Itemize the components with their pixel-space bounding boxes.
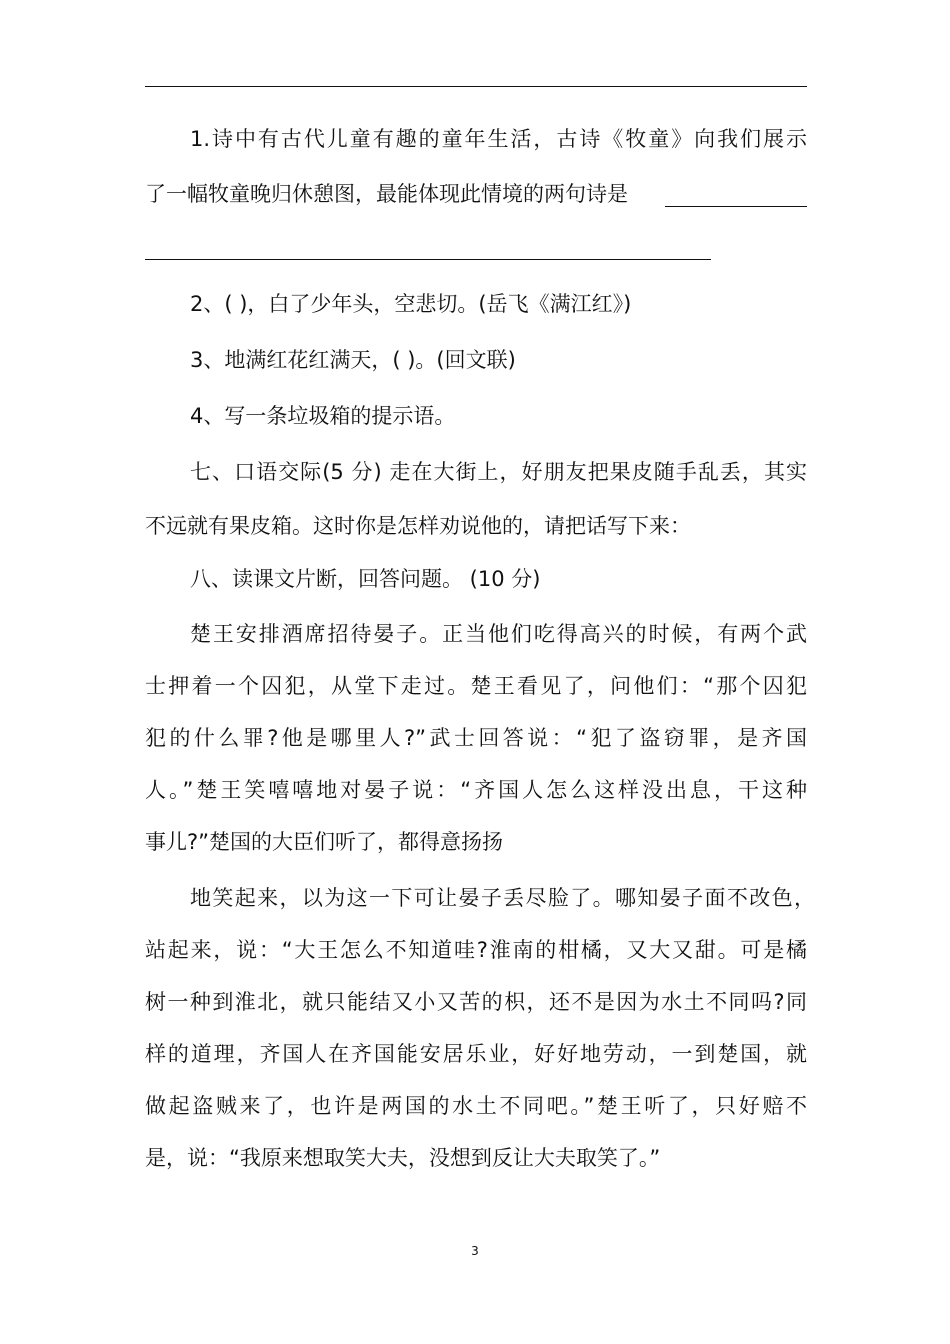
passage-line-1: 楚王安排酒席招待晏子。正当他们吃得高兴的时候，有两个武 <box>190 622 807 646</box>
question-1-line-2: 了一幅牧童晚归休憩图，最能体现此情境的两句诗是 <box>145 182 628 206</box>
passage-line-5: 事儿?”楚国的大臣们听了，都得意扬扬 <box>145 830 504 854</box>
passage-line-9: 样的道理，齐国人在齐国能安居乐业，好好地劳动，一到楚国，就 <box>145 1042 807 1066</box>
passage-line-6: 地笑起来，以为这一下可让晏子丢尽脸了。哪知晏子面不改色， <box>190 886 815 910</box>
passage-line-4: 人。”楚王笑嘻嘻地对晏子说：“齐国人怎么这样没出息，干这种 <box>145 778 807 802</box>
question-4: 4、写一条垃圾箱的提示语。 <box>190 404 456 428</box>
passage-line-8: 树一种到淮北，就只能结又小又苦的枳，还不是因为水土不同吗?同 <box>145 990 807 1014</box>
question-1-line-1: 1.诗中有古代儿童有趣的童年生活，古诗《牧童》向我们展示 <box>190 127 807 151</box>
question-3: 3、地满红花红满天，( )。(回文联) <box>190 348 516 372</box>
question-2: 2、( )，白了少年头，空悲切。(岳飞《满江红》) <box>190 292 632 316</box>
section-7-line-2: 不远就有果皮箱。这时你是怎样劝说他的，请把话写下来： <box>145 514 691 538</box>
passage-line-3: 犯的什么罪?他是哪里人?”武士回答说：“犯了盗窃罪，是齐国 <box>145 726 807 750</box>
passage-line-11: 是，说：“我原来想取笑大夫，没想到反让大夫取笑了。” <box>145 1146 661 1170</box>
passage-line-2: 士押着一个囚犯，从堂下走过。楚王看见了，问他们：“那个囚犯 <box>145 674 807 698</box>
answer-line-q1 <box>145 259 711 260</box>
passage-line-7: 站起来，说：“大王怎么不知道哇?淮南的柑橘，又大又甜。可是橘 <box>145 938 807 962</box>
passage-line-10: 做起盗贼来了，也许是两国的水土不同吧。”楚王听了，只好赔不 <box>145 1094 807 1118</box>
answer-line-top <box>145 86 807 87</box>
section-8-heading: 八、读课文片断，回答问题。 (10 分) <box>190 567 541 591</box>
section-7-line-1: 七、口语交际(5 分) 走在大街上，好朋友把果皮随手乱丢，其实 <box>190 460 807 484</box>
answer-blank-q1 <box>665 206 807 207</box>
page-number: 3 <box>471 1244 479 1258</box>
